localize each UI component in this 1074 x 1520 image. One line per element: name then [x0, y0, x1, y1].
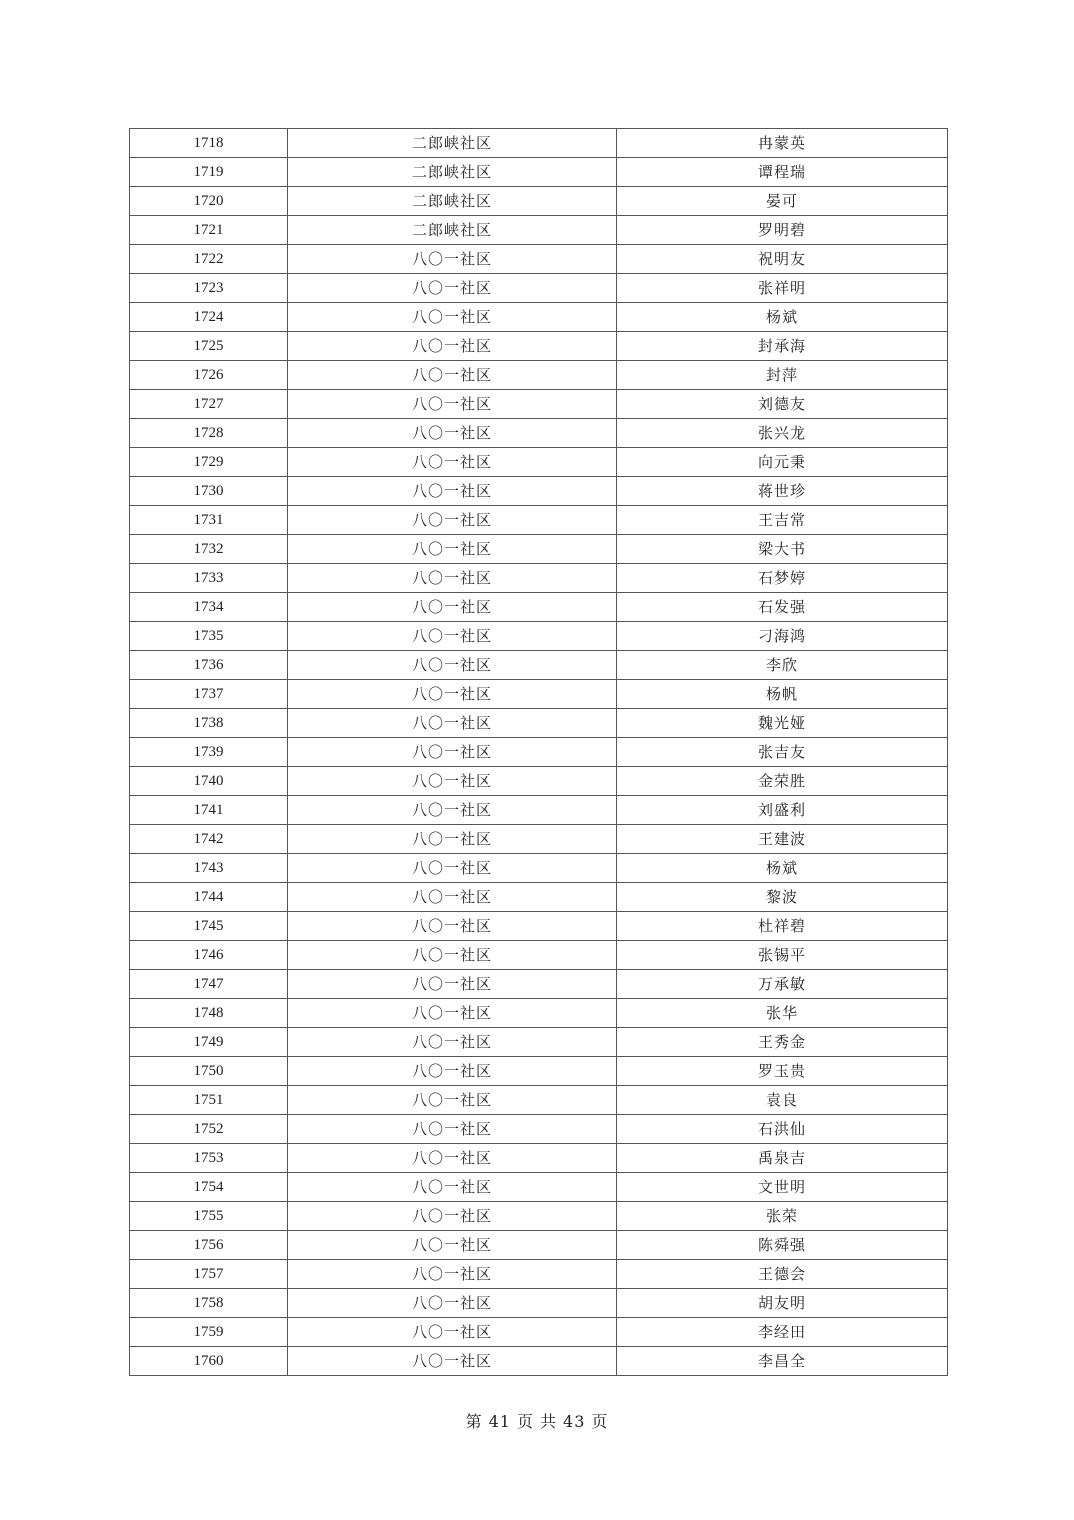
community-cell: 八〇一社区 [288, 738, 617, 767]
row-number-cell: 1753 [130, 1144, 288, 1173]
community-cell: 二郎峡社区 [288, 187, 617, 216]
community-cell: 八〇一社区 [288, 1260, 617, 1289]
row-number-cell: 1758 [130, 1289, 288, 1318]
table-row [130, 767, 948, 796]
row-number-cell: 1725 [130, 332, 288, 361]
row-number-cell: 1723 [130, 274, 288, 303]
person-name-cell: 晏可 [617, 187, 948, 216]
table-row [130, 1231, 948, 1260]
community-cell: 八〇一社区 [288, 651, 617, 680]
person-name-cell: 张荣 [617, 1202, 948, 1231]
row-number-cell: 1740 [130, 767, 288, 796]
row-number-cell: 1745 [130, 912, 288, 941]
person-name-cell: 罗明碧 [617, 216, 948, 245]
person-name-cell: 李欣 [617, 651, 948, 680]
community-cell: 八〇一社区 [288, 419, 617, 448]
table-row [130, 1057, 948, 1086]
community-cell: 八〇一社区 [288, 1057, 617, 1086]
table-row [130, 1202, 948, 1231]
community-cell: 八〇一社区 [288, 332, 617, 361]
table-row [130, 709, 948, 738]
person-name-cell: 魏光娅 [617, 709, 948, 738]
person-name-cell: 王秀金 [617, 1028, 948, 1057]
table-row [130, 448, 948, 477]
table-row [130, 1028, 948, 1057]
row-number-cell: 1746 [130, 941, 288, 970]
community-cell: 八〇一社区 [288, 506, 617, 535]
row-number-cell: 1738 [130, 709, 288, 738]
row-number-cell: 1756 [130, 1231, 288, 1260]
table-row [130, 738, 948, 767]
community-cell: 二郎峡社区 [288, 216, 617, 245]
row-number-cell: 1732 [130, 535, 288, 564]
table-row [130, 332, 948, 361]
row-number-cell: 1743 [130, 854, 288, 883]
community-cell: 八〇一社区 [288, 883, 617, 912]
row-number-cell: 1730 [130, 477, 288, 506]
row-number-cell: 1734 [130, 593, 288, 622]
community-cell: 八〇一社区 [288, 1202, 617, 1231]
community-cell: 八〇一社区 [288, 825, 617, 854]
footer-suffix: 页 [591, 1412, 609, 1431]
table-row [130, 477, 948, 506]
table-row [130, 941, 948, 970]
row-number-cell: 1751 [130, 1086, 288, 1115]
row-number-cell: 1748 [130, 999, 288, 1028]
table-row [130, 419, 948, 448]
community-cell: 八〇一社区 [288, 1086, 617, 1115]
row-number-cell: 1736 [130, 651, 288, 680]
person-name-cell: 刘德友 [617, 390, 948, 419]
table-row [130, 535, 948, 564]
row-number-cell: 1744 [130, 883, 288, 912]
row-number-cell: 1731 [130, 506, 288, 535]
table-row [130, 187, 948, 216]
person-name-cell: 万承敏 [617, 970, 948, 999]
community-cell: 八〇一社区 [288, 622, 617, 651]
row-number-cell: 1733 [130, 564, 288, 593]
person-name-cell: 禹泉吉 [617, 1144, 948, 1173]
community-cell: 八〇一社区 [288, 999, 617, 1028]
person-name-cell: 冉蒙英 [617, 129, 948, 158]
person-name-cell: 张兴龙 [617, 419, 948, 448]
community-cell: 八〇一社区 [288, 535, 617, 564]
person-name-cell: 石发强 [617, 593, 948, 622]
table-row [130, 970, 948, 999]
community-cell: 八〇一社区 [288, 361, 617, 390]
person-name-cell: 文世明 [617, 1173, 948, 1202]
row-number-cell: 1752 [130, 1115, 288, 1144]
person-name-cell: 王吉常 [617, 506, 948, 535]
table-row [130, 651, 948, 680]
person-name-cell: 向元秉 [617, 448, 948, 477]
community-cell: 八〇一社区 [288, 1318, 617, 1347]
table-row [130, 1144, 948, 1173]
roster-table [129, 128, 948, 1376]
table-row [130, 158, 948, 187]
row-number-cell: 1726 [130, 361, 288, 390]
table-row [130, 999, 948, 1028]
person-name-cell: 袁良 [617, 1086, 948, 1115]
person-name-cell: 王建波 [617, 825, 948, 854]
row-number-cell: 1720 [130, 187, 288, 216]
table-row [130, 274, 948, 303]
community-cell: 八〇一社区 [288, 448, 617, 477]
row-number-cell: 1718 [130, 129, 288, 158]
row-number-cell: 1729 [130, 448, 288, 477]
person-name-cell: 李经田 [617, 1318, 948, 1347]
table-row [130, 129, 948, 158]
community-cell: 八〇一社区 [288, 1231, 617, 1260]
footer-page-number: 41 [488, 1412, 511, 1431]
community-cell: 八〇一社区 [288, 1173, 617, 1202]
table-row [130, 825, 948, 854]
row-number-cell: 1759 [130, 1318, 288, 1347]
person-name-cell: 胡友明 [617, 1289, 948, 1318]
row-number-cell: 1727 [130, 390, 288, 419]
table-row [130, 680, 948, 709]
table-row [130, 245, 948, 274]
table-row [130, 361, 948, 390]
community-cell: 八〇一社区 [288, 593, 617, 622]
person-name-cell: 石洪仙 [617, 1115, 948, 1144]
person-name-cell: 杨斌 [617, 303, 948, 332]
person-name-cell: 杨帆 [617, 680, 948, 709]
person-name-cell: 李昌全 [617, 1347, 948, 1376]
table-row [130, 622, 948, 651]
row-number-cell: 1760 [130, 1347, 288, 1376]
table-row [130, 1115, 948, 1144]
community-cell: 八〇一社区 [288, 390, 617, 419]
person-name-cell: 封承海 [617, 332, 948, 361]
row-number-cell: 1749 [130, 1028, 288, 1057]
person-name-cell: 石梦婷 [617, 564, 948, 593]
table-row [130, 912, 948, 941]
row-number-cell: 1735 [130, 622, 288, 651]
row-number-cell: 1722 [130, 245, 288, 274]
community-cell: 八〇一社区 [288, 854, 617, 883]
table-row [130, 390, 948, 419]
table-row [130, 796, 948, 825]
row-number-cell: 1724 [130, 303, 288, 332]
row-number-cell: 1754 [130, 1173, 288, 1202]
community-cell: 八〇一社区 [288, 564, 617, 593]
row-number-cell: 1728 [130, 419, 288, 448]
row-number-cell: 1721 [130, 216, 288, 245]
community-cell: 八〇一社区 [288, 941, 617, 970]
row-number-cell: 1719 [130, 158, 288, 187]
person-name-cell: 刘盛利 [617, 796, 948, 825]
row-number-cell: 1747 [130, 970, 288, 999]
table-row [130, 1086, 948, 1115]
row-number-cell: 1757 [130, 1260, 288, 1289]
person-name-cell: 杜祥碧 [617, 912, 948, 941]
table-row [130, 1318, 948, 1347]
person-name-cell: 黎波 [617, 883, 948, 912]
community-cell: 二郎峡社区 [288, 158, 617, 187]
footer-total-pages: 43 [563, 1412, 586, 1431]
roster-table-body [130, 129, 948, 1376]
table-row [130, 593, 948, 622]
table-row [130, 1260, 948, 1289]
table-row [130, 216, 948, 245]
row-number-cell: 1737 [130, 680, 288, 709]
community-cell: 八〇一社区 [288, 1115, 617, 1144]
community-cell: 八〇一社区 [288, 1144, 617, 1173]
footer-middle: 页 共 [516, 1412, 558, 1431]
table-row [130, 1347, 948, 1376]
community-cell: 八〇一社区 [288, 245, 617, 274]
person-name-cell: 蒋世珍 [617, 477, 948, 506]
community-cell: 八〇一社区 [288, 709, 617, 738]
community-cell: 八〇一社区 [288, 1347, 617, 1376]
community-cell: 八〇一社区 [288, 680, 617, 709]
community-cell: 二郎峡社区 [288, 129, 617, 158]
roster-table-container [129, 128, 946, 1376]
person-name-cell: 梁大书 [617, 535, 948, 564]
person-name-cell: 杨斌 [617, 854, 948, 883]
person-name-cell: 金荣胜 [617, 767, 948, 796]
row-number-cell: 1750 [130, 1057, 288, 1086]
community-cell: 八〇一社区 [288, 1289, 617, 1318]
table-row [130, 564, 948, 593]
community-cell: 八〇一社区 [288, 274, 617, 303]
person-name-cell: 张华 [617, 999, 948, 1028]
page-footer [0, 1409, 1074, 1432]
community-cell: 八〇一社区 [288, 767, 617, 796]
community-cell: 八〇一社区 [288, 796, 617, 825]
person-name-cell: 王德会 [617, 1260, 948, 1289]
table-row [130, 1173, 948, 1202]
person-name-cell: 刁海鸿 [617, 622, 948, 651]
row-number-cell: 1739 [130, 738, 288, 767]
person-name-cell: 封萍 [617, 361, 948, 390]
community-cell: 八〇一社区 [288, 912, 617, 941]
person-name-cell: 陈舜强 [617, 1231, 948, 1260]
person-name-cell: 张祥明 [617, 274, 948, 303]
table-row [130, 854, 948, 883]
person-name-cell: 罗玉贵 [617, 1057, 948, 1086]
row-number-cell: 1755 [130, 1202, 288, 1231]
footer-prefix: 第 [465, 1412, 483, 1431]
community-cell: 八〇一社区 [288, 477, 617, 506]
person-name-cell: 谭程瑞 [617, 158, 948, 187]
table-row [130, 506, 948, 535]
table-row [130, 1289, 948, 1318]
table-row [130, 883, 948, 912]
community-cell: 八〇一社区 [288, 970, 617, 999]
community-cell: 八〇一社区 [288, 1028, 617, 1057]
row-number-cell: 1741 [130, 796, 288, 825]
person-name-cell: 张锡平 [617, 941, 948, 970]
person-name-cell: 张吉友 [617, 738, 948, 767]
community-cell: 八〇一社区 [288, 303, 617, 332]
person-name-cell: 祝明友 [617, 245, 948, 274]
row-number-cell: 1742 [130, 825, 288, 854]
table-row [130, 303, 948, 332]
